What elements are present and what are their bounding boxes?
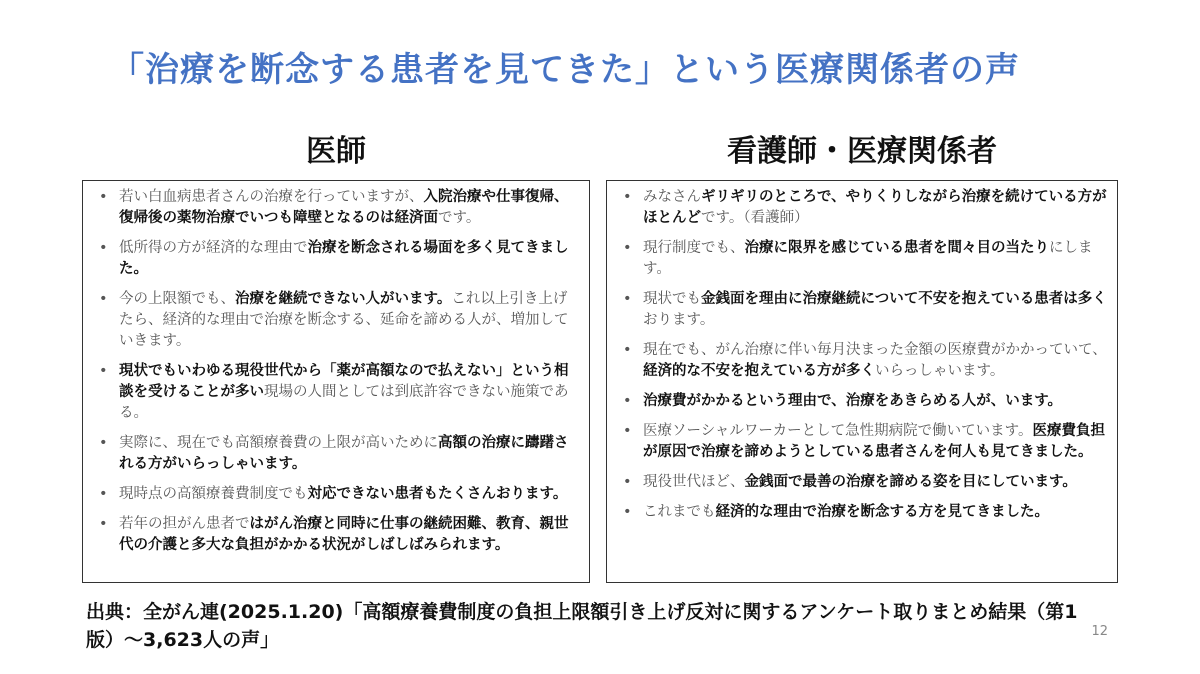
quote-text: です。（看護師）	[701, 210, 809, 226]
doctors-quote-list	[91, 187, 579, 556]
quote-emphasis: はがん治療と同時に仕事の継続困難、教育、親世代の介護と多大な負担がかかる状況がしばしばみられます。	[119, 516, 569, 553]
quote-emphasis: ギリギリのところで、やりくりしながら治療を続けている方がほとんど	[643, 189, 1107, 226]
quote-emphasis: 金銭面を理由に治療継続について不安を抱えている患者は多く	[701, 291, 1107, 307]
quote-text: いらっしゃいます。	[875, 363, 1005, 379]
quote-text: 現役世代ほど、	[643, 474, 745, 490]
quote-text: にします。	[643, 240, 1093, 277]
quote-emphasis: 現状でもいわゆる現役世代から「薬が高額なので払えない」という相談を受けることが多い	[119, 363, 569, 400]
quote-emphasis: 入院治療や仕事復帰、復帰後の薬物治療でいつも障壁となるのは経済面	[119, 189, 569, 226]
quote-item	[91, 484, 579, 505]
quote-item	[615, 391, 1107, 412]
quote-item	[615, 472, 1107, 493]
page-number: 12	[1091, 624, 1108, 639]
quote-text: これ以上引き上げたら、経済的な理由で治療を断念する、延命を諦める人が、増加していきます。	[119, 291, 569, 349]
quote-text: 今の上限額でも、	[119, 291, 235, 307]
quote-item	[615, 289, 1107, 331]
quote-text: 低所得の方が経済的な理由で	[119, 240, 308, 256]
quote-text: 若い白血病患者さんの治療を行っていますが、	[119, 189, 424, 205]
quote-item	[91, 289, 579, 352]
quote-item	[91, 238, 579, 280]
quote-item	[91, 187, 579, 229]
quote-emphasis: 金銭面で最善の治療を諦める姿を目にしています。	[744, 474, 1077, 490]
quote-item	[615, 421, 1107, 463]
quote-text: 現行制度でも、	[643, 240, 745, 256]
quote-text: 実際に、現在でも高額療養費の上限が高いために	[119, 435, 438, 451]
quote-item	[615, 187, 1107, 229]
quote-text: 医療ソーシャルワーカーとして急性期病院で働いています。	[643, 423, 1033, 439]
quote-emphasis: 経済的な理由で治療を断念する方を見てきました。	[715, 504, 1049, 520]
quote-item	[615, 340, 1107, 382]
nurses-quote-box	[606, 180, 1118, 583]
quote-text: 現時点の高額療養費制度でも	[119, 486, 308, 502]
quote-emphasis: 治療に限界を感じている患者を間々目の当たり	[744, 240, 1049, 256]
source-citation: 出典：全がん連(2025.1.20)「高額療養費制度の負担上限額引き上げ反対に関するアンケート取りまとめ結果（第1版）～3,623人の声」	[86, 601, 1078, 651]
quote-emphasis: 治療を断念される場面を多く見てきました。	[119, 240, 569, 277]
nurses-quote-list	[615, 187, 1107, 523]
quote-item	[91, 514, 579, 556]
quote-emphasis: 高額の治療に躊躇される方がいらっしゃいます。	[119, 435, 569, 472]
quote-emphasis: 治療を継続できない人がいます。	[235, 291, 452, 307]
doctors-quote-box	[82, 180, 590, 583]
quote-text: 若年の担がん患者で	[119, 516, 250, 532]
quote-emphasis: 医療費負担が原因で治療を諦めようとしている患者さんを何人も見てきました。	[643, 423, 1105, 460]
quote-text: 現場の人間としては到底許容できない施策である。	[119, 384, 569, 421]
quote-emphasis: 経済的な不安を抱えている方が多く	[643, 363, 875, 379]
quote-item	[615, 238, 1107, 280]
quote-emphasis: 治療費がかかるという理由で、治療をあきらめる人が、います。	[643, 393, 1063, 409]
doctors-heading: 医師	[306, 134, 366, 169]
quote-item	[91, 361, 579, 424]
quote-text: 現在でも、がん治療に伴い毎月決まった金額の医療費がかかっていて、	[643, 342, 1107, 358]
quote-text: みなさん	[643, 189, 701, 205]
quote-text: 現状でも	[643, 291, 701, 307]
quote-item	[615, 502, 1107, 523]
slide-title: 「治療を断念する患者を見てきた」という医療関係者の声	[110, 50, 1020, 90]
quote-item	[91, 433, 579, 475]
quote-text: です。	[438, 210, 481, 226]
quote-emphasis: 対応できない患者もたくさんおります。	[307, 486, 568, 502]
quote-text: おります。	[643, 312, 715, 328]
quote-text: これまでも	[643, 504, 716, 520]
nurses-heading: 看護師・医療関係者	[727, 134, 997, 169]
